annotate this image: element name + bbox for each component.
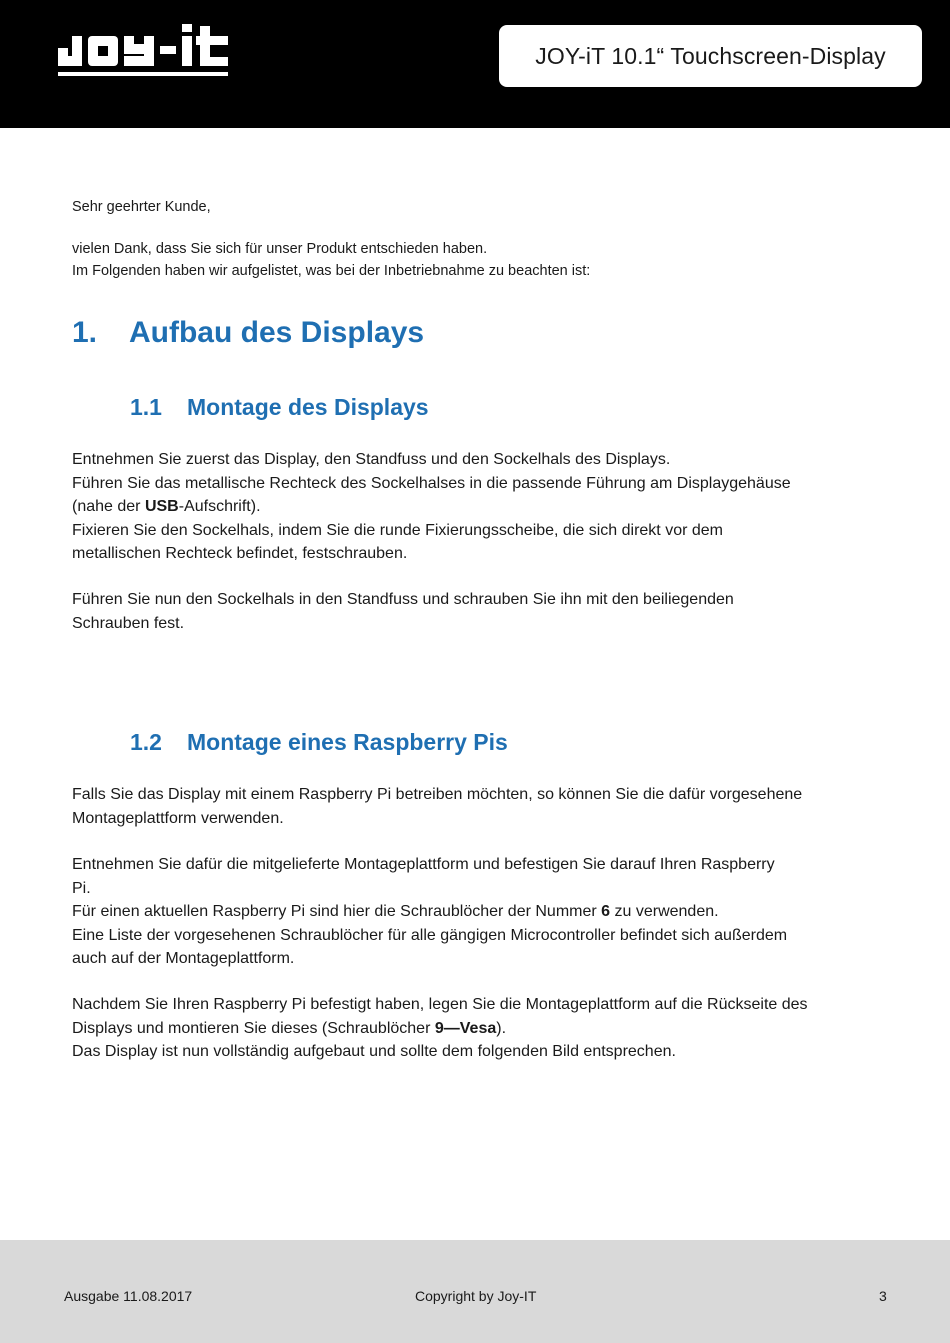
document-title: JOY-iT 10.1“ Touchscreen-Display: [499, 25, 922, 87]
footer-copyright: Copyright by Joy-IT: [415, 1288, 537, 1304]
text-line: Falls Sie das Display mit einem Raspberry Pi betreiben möchten, so können Sie die dafür vorgesehene: [72, 786, 803, 803]
text-line: [72, 495, 882, 519]
text-line: [72, 900, 882, 924]
intro-text: [72, 238, 882, 282]
intro-line-2: Im Folgenden haben wir aufgelistet, was bei der Inbetriebnahme zu beachten ist:: [72, 263, 591, 279]
section-1-2-title: Montage eines Raspberry Pis: [187, 729, 508, 755]
text-run: Für einen aktuellen Raspberry Pi sind hier die Schraublöcher der Nummer: [72, 903, 602, 920]
greeting: Sehr geehrter Kunde,: [72, 199, 211, 215]
section-1-2-paragraph-2: [72, 853, 882, 971]
text-line: Montageplattform verwenden.: [72, 809, 284, 827]
section-1-heading: [72, 316, 424, 350]
footer-edition: Ausgabe 11.08.2017: [64, 1288, 193, 1304]
section-1-title: Aufbau des Displays: [129, 316, 425, 349]
text-run: (nahe der: [72, 498, 145, 515]
text-line: Entnehmen Sie dafür die mitgelieferte Montageplattform und befestigen Sie darauf Ihren Raspberry: [72, 856, 775, 873]
text-run: zu verwenden.: [610, 903, 719, 920]
section-1-1-paragraph-1: [72, 448, 882, 566]
section-1-1-heading: [130, 394, 429, 421]
page-header: [0, 0, 950, 128]
text-run: -Aufschrift).: [178, 498, 261, 515]
text-line: Führen Sie nun den Sockelhals in den Standfuss und schrauben Sie ihn mit den beiliegenden: [72, 591, 734, 608]
text-line: [72, 1017, 882, 1041]
text-line: Entnehmen Sie zuerst das Display, den Standfuss und den Sockelhals des Displays.: [72, 451, 671, 468]
joy-it-logo: [56, 20, 232, 84]
section-1-2-paragraph-3: [72, 993, 882, 1064]
intro-line-1: vielen Dank, dass Sie sich für unser Produkt entschieden haben.: [72, 241, 488, 257]
text-line: Nachdem Sie Ihren Raspberry Pi befestigt haben, legen Sie die Montageplattform auf die Rückseite des: [72, 996, 808, 1013]
text-run: Displays und montieren Sie dieses (Schraublöcher: [72, 1019, 435, 1037]
text-line: Das Display ist nun vollständig aufgebaut und sollte dem folgenden Bild entsprechen.: [72, 1043, 676, 1060]
text-run: ).: [496, 1019, 507, 1037]
section-1-1-paragraph-2: [72, 588, 882, 635]
text-line: Schrauben fest.: [72, 614, 185, 632]
text-line: metallischen Rechteck befindet, festschrauben.: [72, 545, 408, 562]
text-line: Führen Sie das metallische Rechteck des Sockelhalses in die passende Führung am Displaygehäuse: [72, 474, 791, 492]
footer-page-number: 3: [879, 1288, 887, 1304]
section-1-2-paragraph-1: [72, 783, 882, 830]
section-1-1-title: Montage des Displays: [187, 394, 429, 420]
bold-number: 6: [601, 903, 611, 920]
text-line: Fixieren Sie den Sockelhals, indem Sie die runde Fixierungsscheibe, die sich direkt vor dem: [72, 521, 723, 539]
section-1-number: 1.: [72, 316, 98, 349]
section-1-2-number: 1.2: [130, 729, 162, 755]
text-line: auch auf der Montageplattform.: [72, 950, 295, 967]
bold-screw-holes: 9—Vesa: [434, 1019, 497, 1037]
text-line: Eine Liste der vorgesehenen Schraublöcher für alle gängigen Microcontroller befindet sich außerdem: [72, 926, 788, 944]
bold-usb: USB: [144, 498, 179, 515]
section-1-1-number: 1.1: [130, 394, 162, 420]
section-1-2-heading: [130, 729, 508, 756]
text-line: Pi.: [72, 879, 91, 897]
